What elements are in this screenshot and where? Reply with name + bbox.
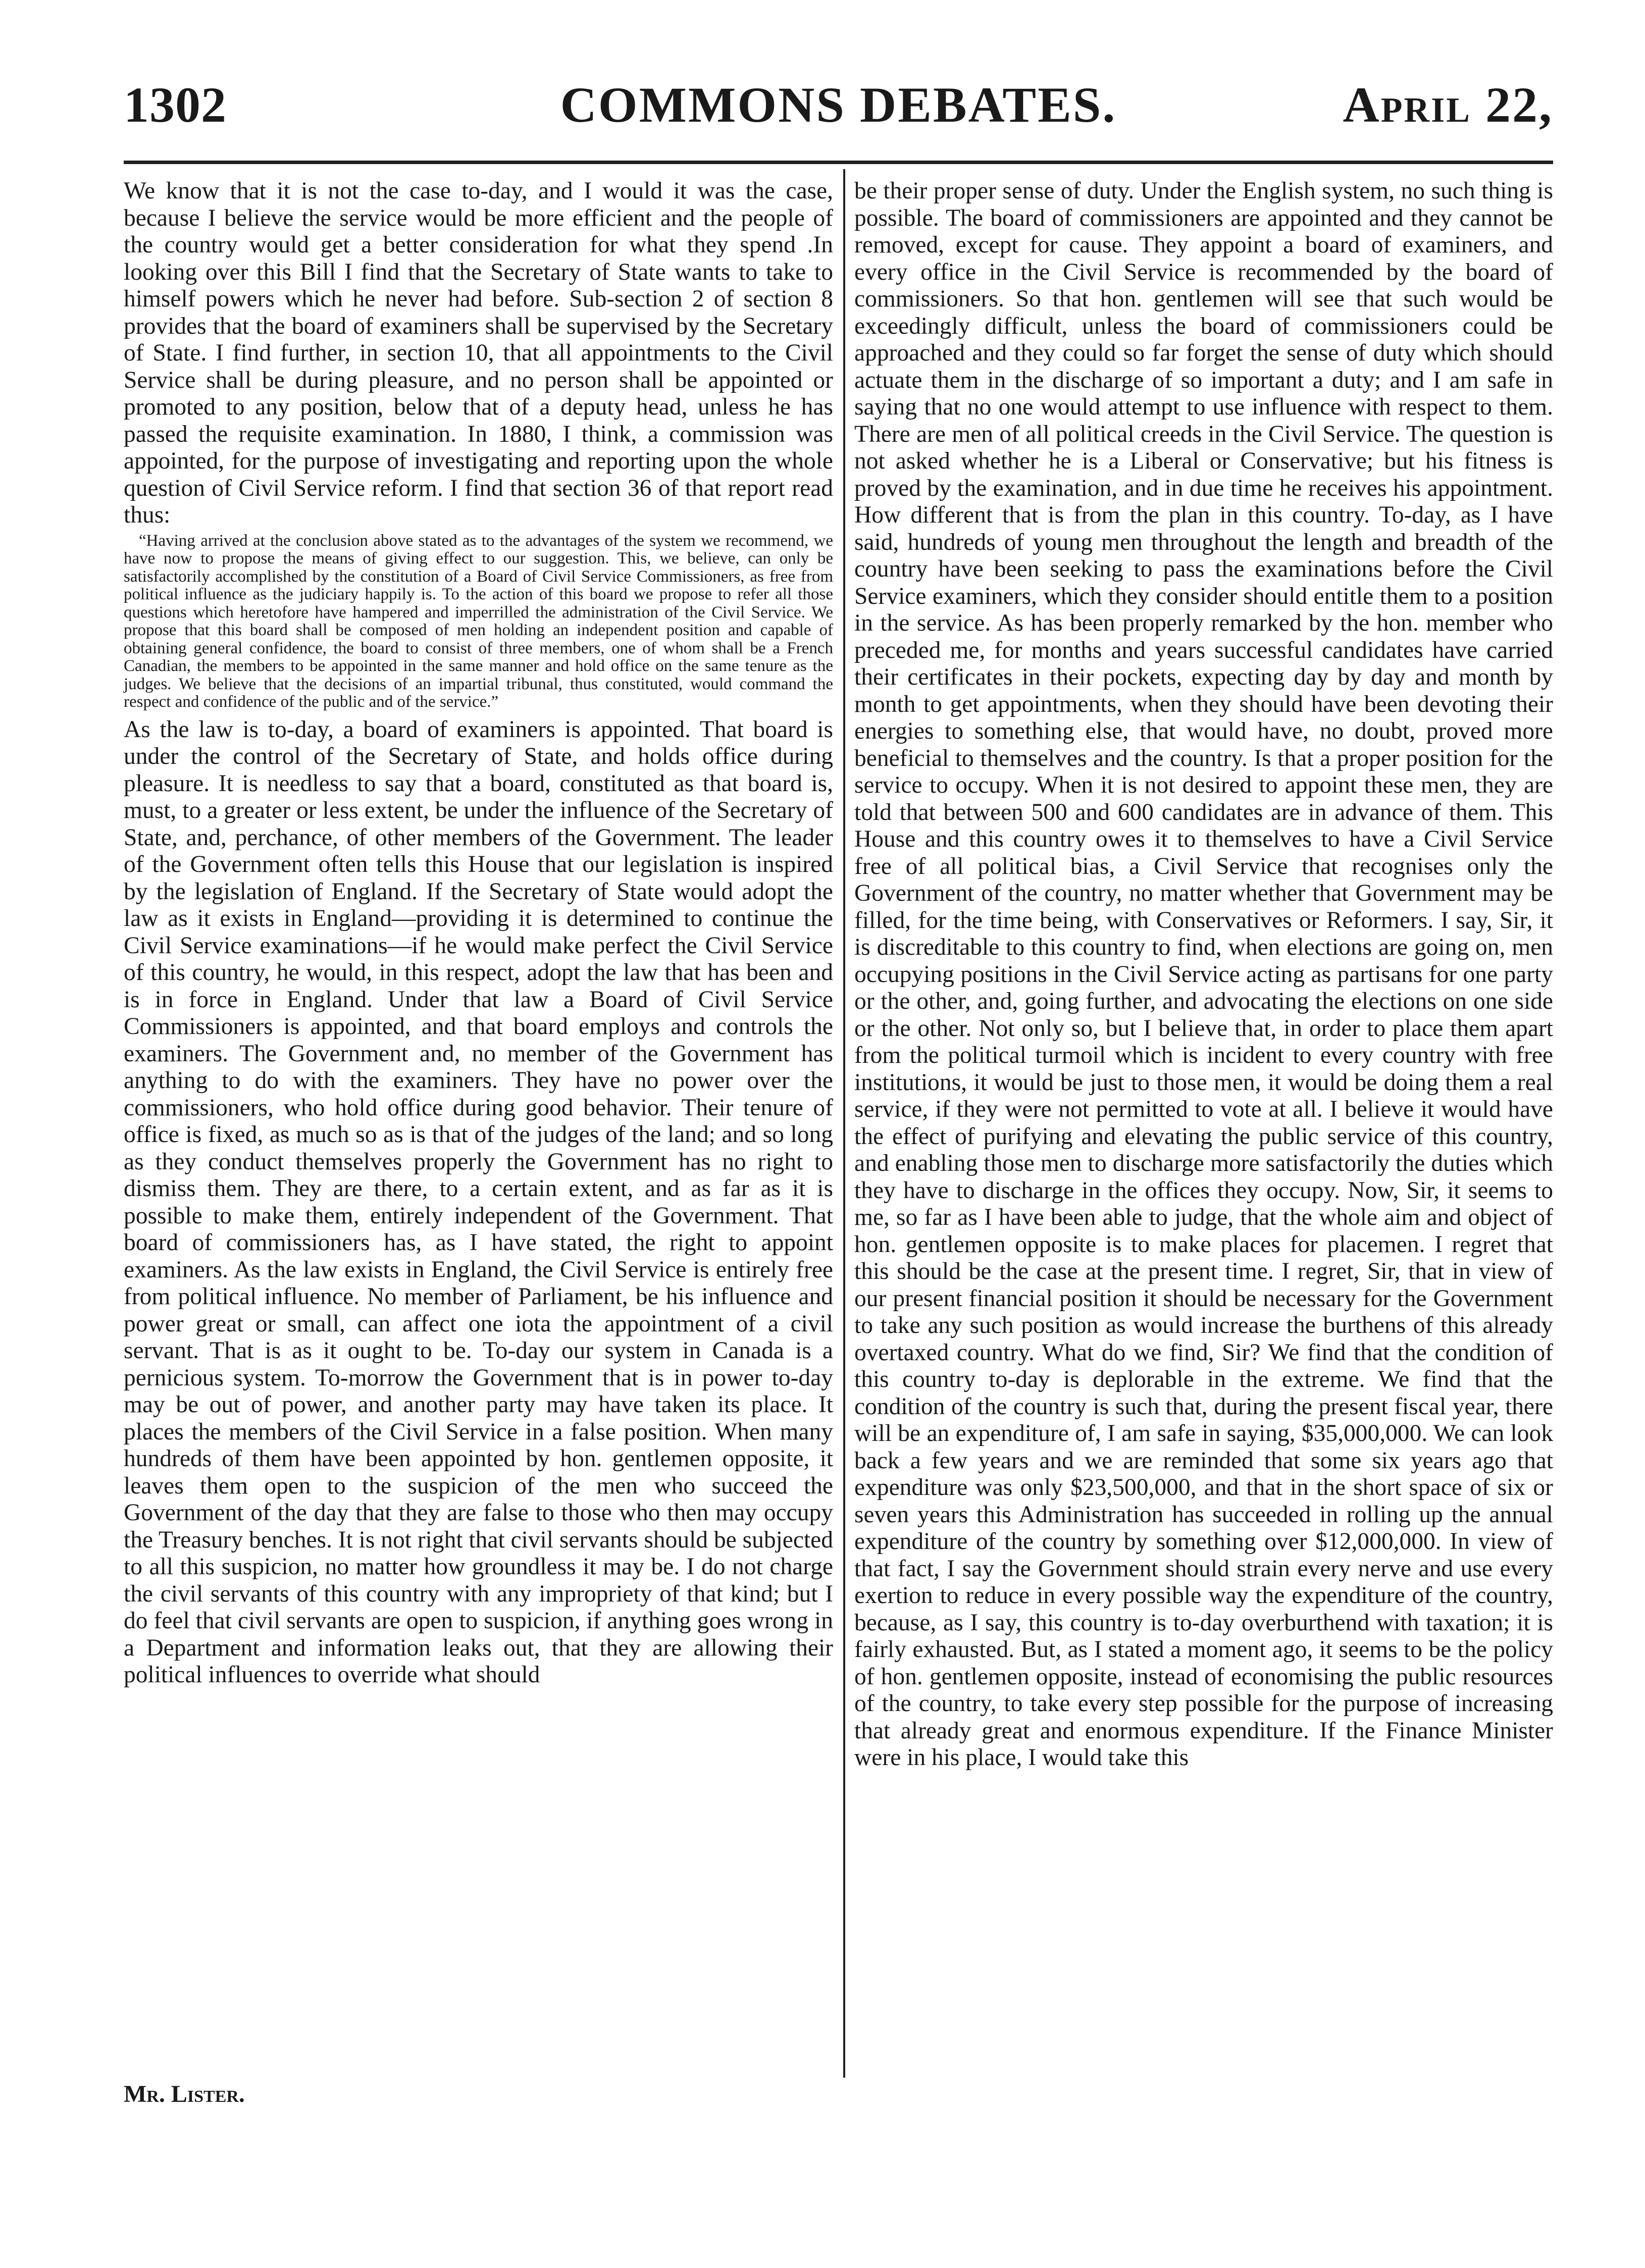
page-header xyxy=(124,76,1553,151)
column-divider xyxy=(843,169,845,2078)
speaker-footer: Mr. Lister. xyxy=(124,2081,245,2107)
right-column xyxy=(854,178,1553,1772)
publication-title: COMMONS DEBATES. xyxy=(560,77,1117,133)
report-quote: “Having arrived at the conclusion above stated as to the advantages of the system we recommend, we have now to propose the means of giving effect to our suggestion. This, we believe, can only be satisfactorily accomplished by the constitution of a Board of Civil Service Commissioners, as free from political influence as the judiciary happily is. To the action of this board we propose to refer all those questions which heretofore have hampered and imperrilled the administration of the Civil Service. We propose that this board shall be composed of men holding an independent position and capable of obtaining general confidence, the board to consist of three members, one of whom shall be a French Canadian, the members to be appointed in the same manner and hold office on the same tenure as the judges. We believe that the decisions of an impartial tribunal, thus constituted, would command the respect and confidence of the public and of the service.” xyxy=(124,531,833,711)
page-number: 1302 xyxy=(124,77,227,133)
left-paragraph-2: As the law is to-day, a board of examiners is appointed. That board is under the control of the Secretary of State, and holds office during pleasure. It is needless to say that a board, constituted as that board is, must, to a greater or less extent, be under the influence of the Secretary of State, and, perchance, of other members of the Government. The leader of the Government often tells this House that our legislation is inspired by the legislation of England. If the Secretary of State would adopt the law as it exists in England—providing it is determined to continue the Civil Service examinations—if he would make perfect the Civil Service of this country, he would, in this respect, adopt the law that has been and is in force in England. Under that law a Board of Civil Service Commissioners is appointed, and that board employs and controls the examiners. The Government and, no member of the Government has anything to do with the examiners. They have no power over the commissioners, who hold office during good behavior. Their tenure of office is fixed, as much so as is that of the judges of the land; and so long as they conduct themselves properly the Government has no right to dismiss them. They are there, to a certain extent, and as far as it is possible to make them, entirely independent of the Government. That board of commissioners has, as I have stated, the right to appoint examiners. As the law exists in England, the Civil Service is entirely free from political influence. No member of Parliament, be his influence and power great or small, can affect one iota the appointment of a civil servant. That is as it ought to be. To-day our system in Canada is a pernicious system. To-morrow the Government that is in power to-day may be out of power, and another party may have taken its place. It places the members of the Civil Service in a false position. When many hundreds of them have been appointed by hon. gentlemen opposite, it leaves them open to the suspicion of the men who succeed the Government of the day that they are false to those who then may occupy the Treasury benches. It is not right that civil servants should be subjected to all this suspicion, no matter how groundless it may be. I do not charge the civil servants of this country with any impropriety of that kind; but I do feel that civil servants are open to suspicion, if anything goes wrong in a Department and information leaks out, that they are allowing their political influences to override what should xyxy=(124,716,833,1688)
left-column xyxy=(124,178,833,1689)
left-paragraph-1: We know that it is not the case to-day, and I would it was the case, because I believe the service would be more efficient and the people of the country would get a better consideration for what they spend .In looking over this Bill I find that the Secretary of State wants to take to himself powers which he never had before. Sub-section 2 of section 8 provides that the board of examiners shall be supervised by the Secretary of State. I find further, in section 10, that all appointments to the Civil Service shall be during pleasure, and no person shall be appointed or promoted to any position, below that of a deputy head, unless he has passed the requisite examination. In 1880, I think, a commission was appointed, for the purpose of investigating and reporting upon the whole question of Civil Service reform. I find that section 36 of that report read thus: xyxy=(124,178,833,528)
right-paragraph-1: be their proper sense of duty. Under the English system, no such thing is possible. The board of commissioners are appointed and they cannot be removed, except for cause. They appoint a board of examiners, and every office in the Civil Service is recommended by the board of commissioners. So that hon. gentlemen will see that such would be exceedingly difficult, unless the board of commissioners could be approached and they could so far forget the sense of duty which should actuate them in the discharge of so important a duty; and I am safe in saying that no one would attempt to use influence with respect to them. There are men of all political creeds in the Civil Service. The question is not asked whether he is a Liberal or Conservative; but his fitness is proved by the examination, and in due time he receives his appointment. How different that is from the plan in this country. To-day, as I have said, hundreds of young men throughout the length and breadth of the country have been seeking to pass the examinations before the Civil Service examiners, which they consider should entitle them to a position in the service. As has been properly remarked by the hon. member who preceded me, for months and years successful candidates have carried their certificates in their pockets, expecting day by day and month by month to get appointments, when they should have been devoting their energies to something else, that would have, no doubt, proved more beneficial to themselves and the country. Is that a proper position for the service to occupy. When it is not desired to appoint these men, they are told that between 500 and 600 candidates are in advance of them. This House and this country owes it to themselves to have a Civil Service free of all political bias, a Civil Service that recognises only the Government of the country, no matter whether that Government may be filled, for the time being, with Conservatives or Reformers. I say, Sir, it is discreditable to this country to find, when elections are going on, men occupying positions in the Civil Service acting as partisans for one party or the other, and, going further, and advocating the elections on one side or the other. Not only so, but I believe that, in order to place them apart from the political turmoil which is incident to every country with free institutions, it would be just to those men, it would be doing them a real service, if they were not permitted to vote at all. I believe it would have the effect of purifying and elevating the public service of this country, and enabling those men to discharge more satisfactorily the duties which they have to discharge in the offices they occupy. Now, Sir, it seems to me, so far as I have been able to judge, that the whole aim and object of hon. gentlemen opposite is to make places for placemen. I regret that this should be the case at the present time. I regret, Sir, that in view of our present financial position it should be necessary for the Government to take any such position as would increase the burthens of this already overtaxed country. What do we find, Sir? We find that the condition of this country to-day is deplorable in the extreme. We find that the condition of the country is such that, during the present fiscal year, there will be an expenditure of, I am safe in saying, $35,000,000. We can look back a few years and we are reminded that some six years ago that expenditure was only $23,500,000, and that in the short space of six or seven years this Administration has succeeded in rolling up the annual expenditure of the country by something over $12,000,000. In view of that fact, I say the Government should strain every nerve and use every exertion to reduce in every possible way the expenditure of the country, because, as I say, this country is to-day overburthend with taxation; it is fairly exhausted. But, as I stated a moment ago, it seems to be the policy of hon. gentlemen opposite, instead of economising the public resources of the country, to take every step possible for the purpose of increasing that already great and enormous expenditure. If the Finance Minister were in his place, I would take this xyxy=(854,178,1553,1771)
header-rule xyxy=(124,161,1553,164)
page-date: April 22, xyxy=(1343,77,1553,133)
